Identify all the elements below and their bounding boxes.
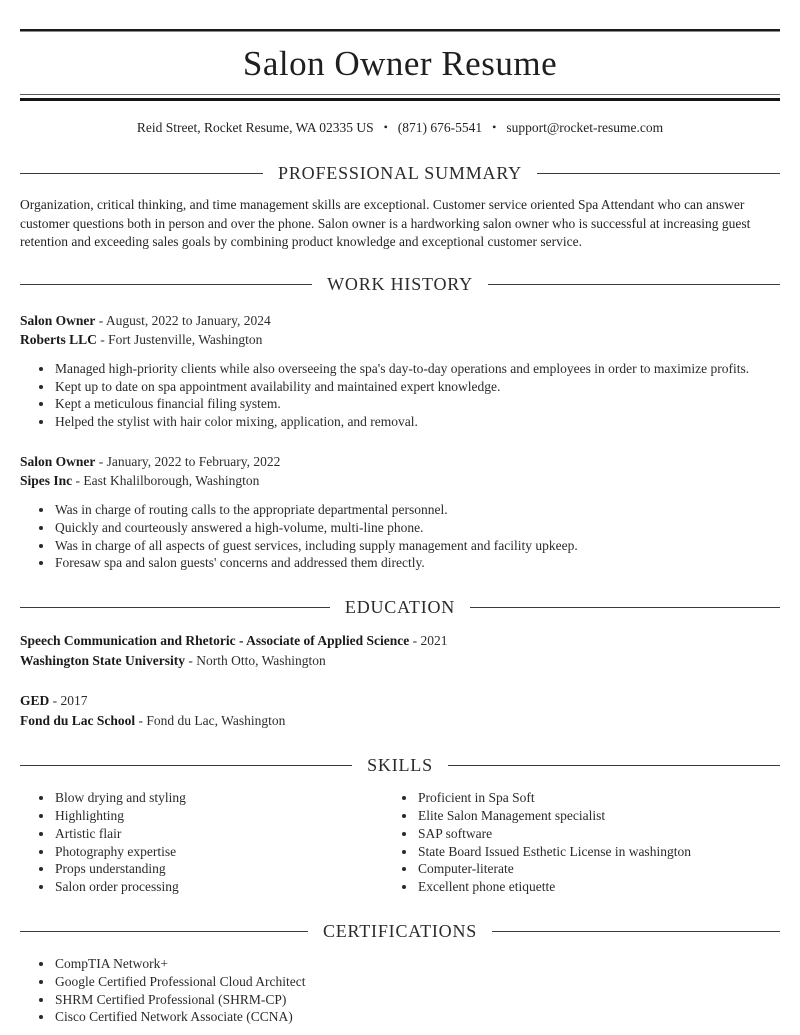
summary-text: Organization, critical thinking, and time management skills are exceptional. Customer service oriented Spa Attendant who can answer customer questions both in person and over the phone. Salon owner is a hardworking salon owner who is successful at increasing guest retention and exceeding sales goals by combining product knowledge and exceptional customer service. bbox=[20, 197, 751, 250]
section-heading-education bbox=[20, 597, 780, 618]
job-title-line bbox=[20, 311, 780, 330]
section-heading-text: EDUCATION bbox=[344, 597, 456, 618]
job-company-line bbox=[20, 471, 780, 490]
job-bullet: • Was in charge of routing calls to the appropriate departmental personnel. bbox=[54, 501, 780, 519]
job-bullet: • Quickly and courteously answered a high-volume, multi-line phone. bbox=[54, 519, 780, 537]
skills-column-left bbox=[20, 778, 400, 896]
section-heading-text: SKILLS bbox=[367, 755, 433, 776]
job-company: Sipes Inc bbox=[20, 472, 73, 488]
education-degree: Speech Communication and Rhetoric - Associate of Applied Science bbox=[20, 633, 410, 649]
education-degree: GED bbox=[20, 693, 50, 709]
bullet-separator: • bbox=[383, 120, 388, 134]
job-entry bbox=[20, 311, 780, 431]
certifications-list bbox=[20, 955, 780, 1026]
skill-item: • Props understanding bbox=[54, 860, 400, 878]
certification-item: • Google Certified Professional Cloud Architect bbox=[54, 973, 780, 991]
skill-item: • Elite Salon Management specialist bbox=[417, 807, 780, 825]
section-heading-text: CERTIFICATIONS bbox=[322, 920, 478, 941]
skill-item: • Blow drying and styling bbox=[54, 789, 400, 807]
skill-item: • Salon order processing bbox=[54, 878, 400, 896]
education-year: - 2017 bbox=[49, 693, 88, 709]
education-school: Fond du Lac School bbox=[20, 712, 136, 728]
heading-line bbox=[20, 765, 352, 767]
bullet-separator: • bbox=[492, 120, 497, 134]
job-dates: - January, 2022 to February, 2022 bbox=[95, 453, 281, 469]
education-entry bbox=[20, 691, 780, 730]
education-school: Washington State University bbox=[20, 652, 186, 668]
education-location: - Fond du Lac, Washington bbox=[135, 712, 286, 728]
heading-line bbox=[492, 931, 780, 933]
skills-column-right bbox=[400, 778, 780, 896]
job-entry bbox=[20, 452, 780, 572]
heading-line bbox=[537, 173, 780, 175]
job-location: - Fort Justenville, Washington bbox=[96, 331, 263, 347]
skill-item: • Proficient in Spa Soft bbox=[417, 789, 780, 807]
heading-line bbox=[20, 931, 308, 933]
education-school-line bbox=[20, 651, 780, 671]
job-company: Roberts LLC bbox=[20, 331, 97, 347]
education-degree-line bbox=[20, 631, 780, 651]
job-company-line bbox=[20, 330, 780, 349]
section-heading-skills bbox=[20, 755, 780, 776]
education-location: - North Otto, Washington bbox=[185, 652, 326, 668]
heading-line bbox=[470, 607, 780, 609]
skills-list-left bbox=[20, 789, 400, 896]
contact-email: support@rocket-resume.com bbox=[506, 120, 664, 135]
job-title: Salon Owner bbox=[20, 312, 96, 328]
section-heading-certifications bbox=[20, 921, 780, 942]
contact-address: Reid Street, Rocket Resume, WA 02335 US bbox=[136, 120, 374, 135]
job-dates: - August, 2022 to January, 2024 bbox=[95, 312, 271, 328]
skill-item: • SAP software bbox=[417, 825, 780, 843]
skill-item: • Artistic flair bbox=[54, 825, 400, 843]
education-school-line bbox=[20, 711, 780, 731]
heading-line bbox=[488, 284, 780, 286]
job-location: - East Khalilborough, Washington bbox=[72, 472, 260, 488]
skill-item: • State Board Issued Esthetic License in washington bbox=[417, 843, 780, 861]
education-entry bbox=[20, 631, 780, 670]
certification-item: • CompTIA Network+ bbox=[54, 955, 780, 973]
job-bullet: • Kept a meticulous financial filing system. bbox=[54, 395, 780, 413]
job-bullet: • Was in charge of all aspects of guest services, including supply management and facility upkeep. bbox=[54, 537, 780, 555]
job-bullet-list bbox=[20, 360, 780, 431]
section-heading-work-history bbox=[20, 274, 780, 295]
title-divider bbox=[20, 94, 780, 101]
skill-item: • Highlighting bbox=[54, 807, 400, 825]
section-heading-text: PROFESSIONAL SUMMARY bbox=[278, 163, 522, 183]
job-bullet: • Managed high-priority clients while also overseeing the spa's day-to-day operations and employees in order to maximize profits. bbox=[54, 360, 780, 378]
job-bullet-list bbox=[20, 501, 780, 572]
job-bullet: • Kept up to date on spa appointment availability and maintained expert knowledge. bbox=[54, 378, 780, 396]
skill-item: • Photography expertise bbox=[54, 843, 400, 861]
page-title: Salon Owner Resume bbox=[242, 44, 558, 83]
skills-list-right bbox=[400, 789, 780, 896]
job-title-line bbox=[20, 452, 780, 471]
top-divider bbox=[20, 29, 780, 32]
heading-line bbox=[20, 607, 330, 609]
education-year: - 2021 bbox=[409, 633, 448, 649]
skill-item: • Excellent phone etiquette bbox=[417, 878, 780, 896]
skill-item: • Computer-literate bbox=[417, 860, 780, 878]
job-bullet: • Foresaw spa and salon guests' concerns and addressed them directly. bbox=[54, 554, 780, 572]
job-bullet: • Helped the stylist with hair color mixing, application, and removal. bbox=[54, 413, 780, 431]
skills-columns bbox=[20, 778, 780, 896]
certification-item: • SHRM Certified Professional (SHRM-CP) bbox=[54, 991, 780, 1009]
job-title: Salon Owner bbox=[20, 453, 96, 469]
certification-item: • Cisco Certified Network Associate (CCNA) bbox=[54, 1008, 780, 1026]
heading-line bbox=[20, 173, 263, 175]
education-degree-line bbox=[20, 691, 780, 711]
heading-line bbox=[448, 765, 780, 767]
section-heading-text: WORK HISTORY bbox=[327, 273, 473, 294]
heading-line bbox=[20, 284, 312, 286]
contact-line bbox=[20, 120, 780, 136]
section-heading-summary bbox=[20, 163, 780, 184]
contact-phone: (871) 676-5541 bbox=[397, 120, 483, 135]
